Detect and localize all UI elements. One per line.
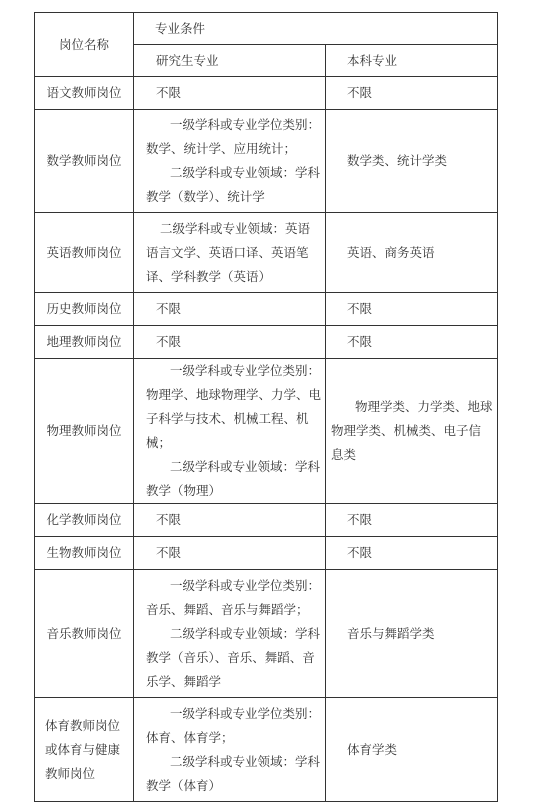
graduate-major <box>134 698 326 802</box>
graduate-major: 不限 <box>134 537 326 570</box>
undergraduate-major: 不限 <box>326 504 498 537</box>
graduate-major <box>134 110 326 213</box>
position-name: 物理教师岗位 <box>35 359 134 504</box>
undergraduate-major: 不限 <box>326 326 498 359</box>
table-row <box>35 570 498 698</box>
header-row-1 <box>35 13 498 45</box>
position-name: 化学教师岗位 <box>35 504 134 537</box>
position-name: 地理教师岗位 <box>35 326 134 359</box>
graduate-major-line: 二级学科或专业领域：学科教学（体育） <box>146 753 321 793</box>
graduate-major-line: 二级学科或专业领域：学科教学（物理） <box>146 459 321 498</box>
undergraduate-major: 数学类、统计学类 <box>326 110 498 213</box>
graduate-major: 不限 <box>134 326 326 359</box>
undergraduate-major-line: 物理学类、力学类、地球物理学类、机械类、电子信息类 <box>331 399 493 462</box>
graduate-major <box>134 359 326 504</box>
undergraduate-major: 不限 <box>326 537 498 570</box>
table-row <box>35 293 498 326</box>
undergraduate-major: 体育学类 <box>326 698 498 802</box>
graduate-major: 不限 <box>134 504 326 537</box>
header-position-name: 岗位名称 <box>35 13 134 77</box>
position-name: 生物教师岗位 <box>35 537 134 570</box>
table-row <box>35 77 498 110</box>
position-name: 体育教师岗位或体育与健康教师岗位 <box>35 698 134 802</box>
undergraduate-major <box>326 359 498 504</box>
position-name: 历史教师岗位 <box>35 293 134 326</box>
graduate-major-line: 二级学科或专业领域：英语语言文学、英语口译、英语笔译、学科教学（英语） <box>146 220 311 284</box>
table-row <box>35 359 498 504</box>
graduate-major-line: 一级学科或专业学位类别：体育、体育学； <box>146 705 321 745</box>
graduate-major: 不限 <box>134 77 326 110</box>
table-row <box>35 110 498 213</box>
table-row <box>35 698 498 802</box>
graduate-major-line: 一级学科或专业学位类别：音乐、舞蹈、音乐与舞蹈学； <box>146 577 321 617</box>
table-row <box>35 504 498 537</box>
graduate-major <box>134 570 326 698</box>
table-row <box>35 326 498 359</box>
requirements-table <box>34 12 498 802</box>
position-name: 音乐教师岗位 <box>35 570 134 698</box>
undergraduate-major: 英语、商务英语 <box>326 213 498 293</box>
header-graduate-major: 研究生专业 <box>134 45 326 77</box>
undergraduate-major: 不限 <box>326 293 498 326</box>
table-row <box>35 537 498 570</box>
graduate-major-line: 二级学科或专业领域：学科教学（数学）、统计学 <box>146 165 321 204</box>
position-name: 数学教师岗位 <box>35 110 134 213</box>
undergraduate-major: 不限 <box>326 77 498 110</box>
graduate-major <box>134 213 326 293</box>
graduate-major-line: 一级学科或专业学位类别：物理学、地球物理学、力学、电子科学与技术、机械工程、机械； <box>146 363 322 450</box>
header-undergraduate-major: 本科专业 <box>326 45 498 77</box>
table-row <box>35 213 498 293</box>
position-name: 英语教师岗位 <box>35 213 134 293</box>
position-name: 语文教师岗位 <box>35 77 134 110</box>
undergraduate-major: 音乐与舞蹈学类 <box>326 570 498 698</box>
header-major-requirements: 专业条件 <box>134 13 498 45</box>
graduate-major-line: 二级学科或专业领域：学科教学（音乐）、音乐、舞蹈、音乐学、舞蹈学 <box>146 625 321 689</box>
graduate-major: 不限 <box>134 293 326 326</box>
graduate-major-line: 一级学科或专业学位类别：数学、统计学、应用统计； <box>146 117 321 156</box>
